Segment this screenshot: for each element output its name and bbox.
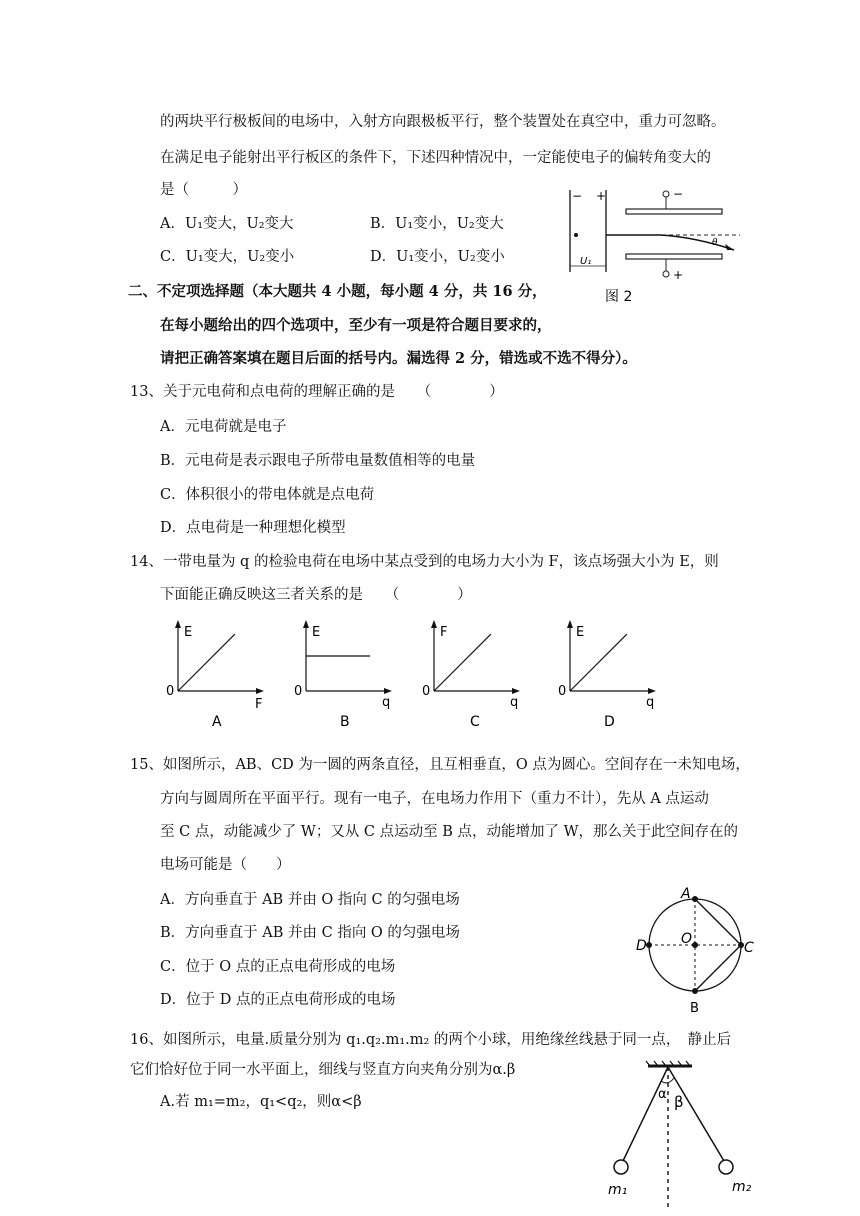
graph-d-line	[570, 634, 627, 691]
q12-option-a: A．U₁变大，U₂变大	[160, 216, 294, 232]
graph-a-line	[178, 634, 235, 691]
graph-b-origin: 0	[294, 684, 303, 699]
q13-option-b: B．元电荷是表示跟电子所带电量数值相等的电量	[160, 453, 476, 469]
theta-label: θ	[712, 238, 718, 248]
q15-line1: 15、如图所示，AB、CD 为一圆的两条直径，且互相垂直，O 点为圆心。空间存在一未知电场，	[130, 757, 750, 773]
thread-2	[668, 1067, 724, 1161]
minus-sign: −	[572, 189, 583, 203]
q14-line1: 14、一带电量为 q 的检验电荷在电场中某点受到的电场力大小为 F，该点场强大小为 E，则	[130, 554, 719, 570]
figure-2-deflection-apparatus	[560, 180, 750, 310]
q16-option-a: A.若 m₁=m₂，q₁<q₂，则α<β	[160, 1094, 362, 1110]
graph-c-ylabel: F	[440, 625, 448, 640]
q15-line4: 电场可能是（ ）	[160, 857, 291, 873]
q14-graph-b	[288, 618, 408, 733]
q13-stem: 13、关于元电荷和点电荷的理解正确的是 （ ）	[130, 384, 504, 400]
point-a-label: A	[681, 886, 691, 902]
section2-heading-line3: 请把正确答案填在题目后面的括号内。漏选得 2 分，错选或不选不得分）。	[160, 350, 637, 367]
figure-2-caption: 图 2	[605, 289, 633, 305]
graph-b-xlabel: q	[382, 695, 391, 710]
point-c-label: C	[744, 940, 754, 956]
q13-option-d: D．点电荷是一种理想化模型	[160, 520, 346, 536]
m1-label: m₁	[608, 1182, 628, 1198]
q15-line3: 至 C 点，动能减少了 W；又从 C 点运动至 B 点，动能增加了 W，那么关于此空间存在的	[160, 824, 739, 840]
q15-option-b: B．方向垂直于 AB 并由 C 指向 O 的匀强电场	[160, 925, 460, 941]
graph-a-origin: 0	[166, 684, 175, 699]
point-o-label: O	[681, 931, 693, 947]
alpha-label: α	[658, 1087, 667, 1102]
graph-b-label: B	[340, 714, 350, 730]
svg-text:+: +	[673, 268, 684, 282]
graph-a-xlabel: F	[255, 697, 263, 712]
q12-line2: 在满足电子能射出平行板区的条件下，下述四种情况中，一定能使电子的偏转角变大的	[160, 150, 711, 166]
graph-d-xlabel: q	[646, 695, 655, 710]
q12-line3: 是（ ）	[160, 182, 247, 198]
q12-option-c: C．U₁变大，U₂变小	[160, 249, 295, 265]
q16-pendulum-figure	[600, 1058, 770, 1216]
q12-line1: 的两块平行极板间的电场中，入射方向跟极板平行，整个装置处在真空中，重力可忽略。	[160, 114, 726, 130]
q15-option-a: A．方向垂直于 AB 并由 O 指向 C 的匀强电场	[160, 892, 460, 908]
graph-c-label: C	[470, 714, 480, 730]
q15-line2: 方向与圆周所在平面平行。现有一电子，在电场力作用下（重力不计），先从 A 点运动	[160, 791, 709, 807]
section2-heading-line2: 在每小题给出的四个选项中，至少有一项是符合题目要求的，	[160, 317, 552, 334]
graph-c-line	[434, 634, 491, 691]
graph-a-label: A	[212, 714, 222, 730]
q14-graph-d	[552, 618, 672, 733]
q14-line2: 下面能正确反映这三者关系的是 （ ）	[160, 587, 472, 603]
q14-graph-a	[160, 618, 280, 733]
q12-option-b: B．U₁变小，U₂变大	[370, 216, 504, 232]
graph-c-origin: 0	[422, 684, 431, 699]
m2-label: m₂	[732, 1179, 752, 1195]
q13-option-a: A．元电荷就是电子	[160, 419, 287, 435]
svg-text:−: −	[673, 187, 684, 201]
upper-plate	[626, 209, 722, 214]
q12-option-d: D．U₁变小，U₂变小	[370, 249, 505, 265]
electron-source-dot	[574, 233, 578, 237]
plus-sign: +	[596, 189, 607, 203]
q16-line1: 16、如图所示，电量.质量分别为 q₁.q₂.m₁.m₂ 的两个小球，用绝缘丝线悬于同一点， 静止后	[130, 1032, 732, 1048]
point-d-label: D	[636, 938, 647, 954]
beta-label: β	[674, 1093, 684, 1111]
q16-line2: 它们恰好位于同一水平面上，细线与竖直方向夹角分别为α.β	[130, 1062, 516, 1078]
point-b-label: B	[690, 1001, 699, 1016]
lower-plate	[626, 254, 722, 259]
graph-d-ylabel: E	[576, 625, 585, 640]
ball-m2	[719, 1160, 733, 1174]
q15-circle-figure	[636, 880, 760, 1020]
graph-c-xlabel: q	[510, 695, 519, 710]
ball-m1	[614, 1160, 628, 1174]
q14-graph-c	[416, 618, 536, 733]
q15-option-c: C．位于 O 点的正点电荷形成的电场	[160, 959, 396, 975]
section2-heading-line1: 二、不定项选择题（本大题共 4 小题，每小题 4 分，共 16 分，	[128, 283, 547, 300]
q13-option-c: C．体积很小的带电体就是点电荷	[160, 487, 375, 503]
graph-d-origin: 0	[558, 684, 567, 699]
graph-b-ylabel: E	[312, 625, 321, 640]
graph-a-ylabel: E	[184, 625, 193, 640]
q15-option-d: D．位于 D 点的正点电荷形成的电场	[160, 992, 396, 1008]
u1-label: U₁	[580, 256, 592, 267]
graph-d-label: D	[604, 714, 615, 730]
